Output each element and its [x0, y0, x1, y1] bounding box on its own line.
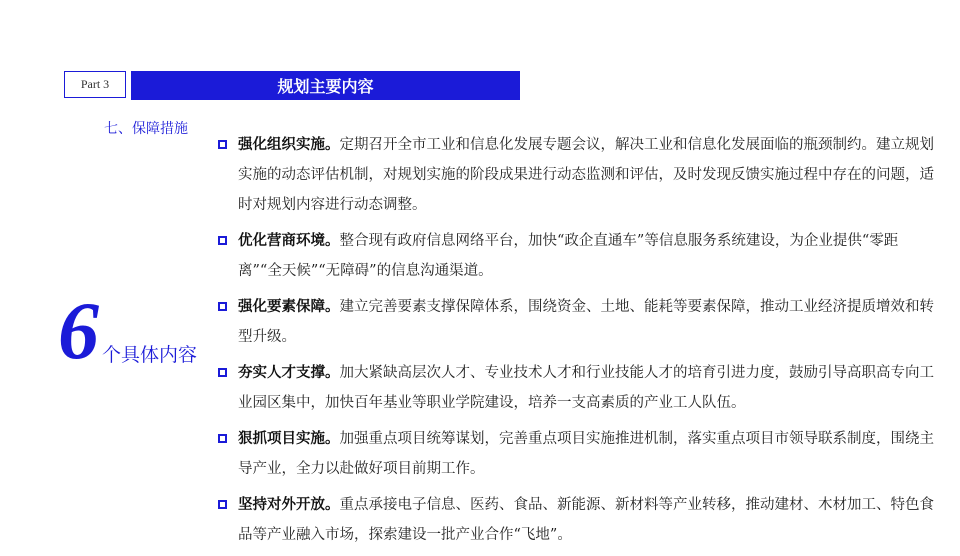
- highlight-number: 6: [58, 285, 99, 376]
- item-body: 整合现有政府信息网络平台，加快“政企直通车”等信息服务系统建设，为企业提供“零距离”“全天候”“无障碍”的信息沟通渠道。: [238, 233, 899, 279]
- square-bullet-icon: [218, 140, 227, 149]
- item-heading: 优化营商环境。: [238, 232, 340, 249]
- list-item: [214, 424, 940, 484]
- item-body: 重点承接电子信息、医药、食品、新能源、新材料等产业转移，推动建材、木材加工、特色食品等产业融入市场，探索建设一批产业合作“飞地”。: [238, 497, 934, 543]
- list-item: [214, 226, 940, 286]
- item-heading: 坚持对外开放。: [238, 496, 340, 513]
- highlight-caption: 个具体内容: [102, 344, 198, 366]
- square-bullet-icon: [218, 500, 227, 509]
- square-bullet-icon: [218, 236, 227, 245]
- list-item: [214, 358, 940, 418]
- item-heading: 狠抓项目实施。: [238, 430, 340, 447]
- part-label: Part 3: [64, 71, 126, 98]
- item-body: 建立完善要素支撑保障体系，围绕资金、土地、能耗等要素保障，推动工业经济提质增效和转型升级。: [238, 299, 934, 345]
- item-body: 加强重点项目统筹谋划，完善重点项目实施推进机制，落实重点项目市领导联系制度，围绕主导产业，全力以赴做好项目前期工作。: [238, 431, 934, 477]
- list-item: [214, 130, 940, 220]
- square-bullet-icon: [218, 302, 227, 311]
- item-heading: 夯实人才支撑。: [238, 364, 340, 381]
- list-item: [214, 292, 940, 352]
- square-bullet-icon: [218, 434, 227, 443]
- item-heading: 强化要素保障。: [238, 298, 340, 315]
- item-body: 加大紧缺高层次人才、专业技术人才和行业技能人才的培育引进力度，鼓励引导高职高专向工业园区集中，加快百年基业等职业学院建设，培养一支高素质的产业工人队伍。: [238, 365, 934, 411]
- item-heading: 强化组织实施。: [238, 136, 340, 153]
- item-body: 定期召开全市工业和信息化发展专题会议，解决工业和信息化发展面临的瓶颈制约。建立规划实施的动态评估机制，对规划实施的阶段成果进行动态监测和评估，及时发现反馈实施过程中存在的问题，适时对规划内容进行动态调整。: [238, 137, 934, 213]
- section-label: 七、保障措施: [104, 121, 188, 137]
- list-item: [214, 490, 940, 550]
- square-bullet-icon: [218, 368, 227, 377]
- page-title: 规划主要内容: [131, 71, 520, 100]
- measures-list: [214, 130, 940, 556]
